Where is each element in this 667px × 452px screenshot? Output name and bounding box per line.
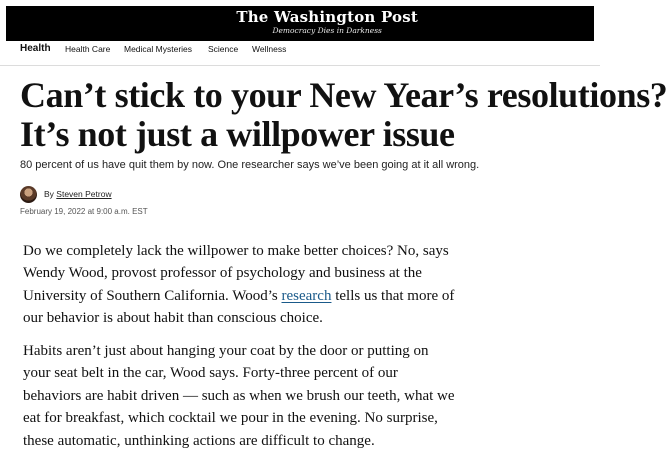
nav-link-science[interactable]: Science bbox=[208, 44, 239, 54]
article-paragraph bbox=[23, 340, 463, 452]
research-link[interactable]: research bbox=[281, 287, 332, 304]
article-headline bbox=[20, 75, 667, 154]
masthead-bar bbox=[6, 6, 594, 41]
byline-prefix: By bbox=[44, 189, 54, 199]
paragraph-text: University of Southern California. Wood’s bbox=[23, 287, 282, 304]
paragraph-line: behaviors are habit driven — such as when we brush our teeth, what we bbox=[23, 387, 455, 404]
section-nav bbox=[0, 41, 600, 66]
author-avatar[interactable] bbox=[20, 186, 37, 203]
paragraph-line: these automatic, unthinking actions are difficult to change. bbox=[23, 432, 375, 449]
author-link[interactable]: Steven Petrow bbox=[56, 189, 112, 199]
article-subhead: 80 percent of us have quit them by now. One researcher says we’ve been going at it all wrong. bbox=[20, 159, 480, 171]
paragraph-text: tells us that more of bbox=[331, 287, 455, 304]
nav-link-wellness[interactable]: Wellness bbox=[252, 44, 287, 54]
site-logo: The Washington Post bbox=[236, 8, 418, 26]
paragraph-line: our behavior is about habit than conscious choice. bbox=[23, 310, 323, 327]
paragraph-line: Do we completely lack the willpower to make better choices? No, says bbox=[23, 243, 449, 259]
nav-link-health-care[interactable]: Health Care bbox=[65, 44, 111, 54]
paragraph-line: your seat belt in the car, Wood says. Forty-three percent of our bbox=[23, 365, 398, 382]
paragraph-line: Habits aren’t just about hanging your coat by the door or putting on bbox=[23, 343, 429, 359]
paragraph-line: Wendy Wood, provost professor of psychology and business at the bbox=[23, 265, 422, 282]
article-paragraph bbox=[23, 240, 463, 330]
nav-section-health[interactable]: Health bbox=[20, 43, 51, 54]
headline-line: It’s not just a willpower issue bbox=[20, 114, 455, 154]
headline-line: Can’t stick to your New Year’s resolutions? bbox=[20, 75, 667, 115]
publish-date: February 19, 2022 at 9:00 a.m. EST bbox=[20, 207, 148, 216]
site-logo-link[interactable] bbox=[236, 9, 418, 36]
nav-link-medical-mysteries[interactable]: Medical Mysteries bbox=[124, 44, 193, 54]
paragraph-line: eat for breakfast, which cocktail we pour in the evening. No surprise, bbox=[23, 410, 438, 427]
byline bbox=[44, 189, 112, 200]
site-tagline: Democracy Dies in Darkness bbox=[272, 26, 382, 35]
paragraph-line bbox=[23, 285, 463, 307]
